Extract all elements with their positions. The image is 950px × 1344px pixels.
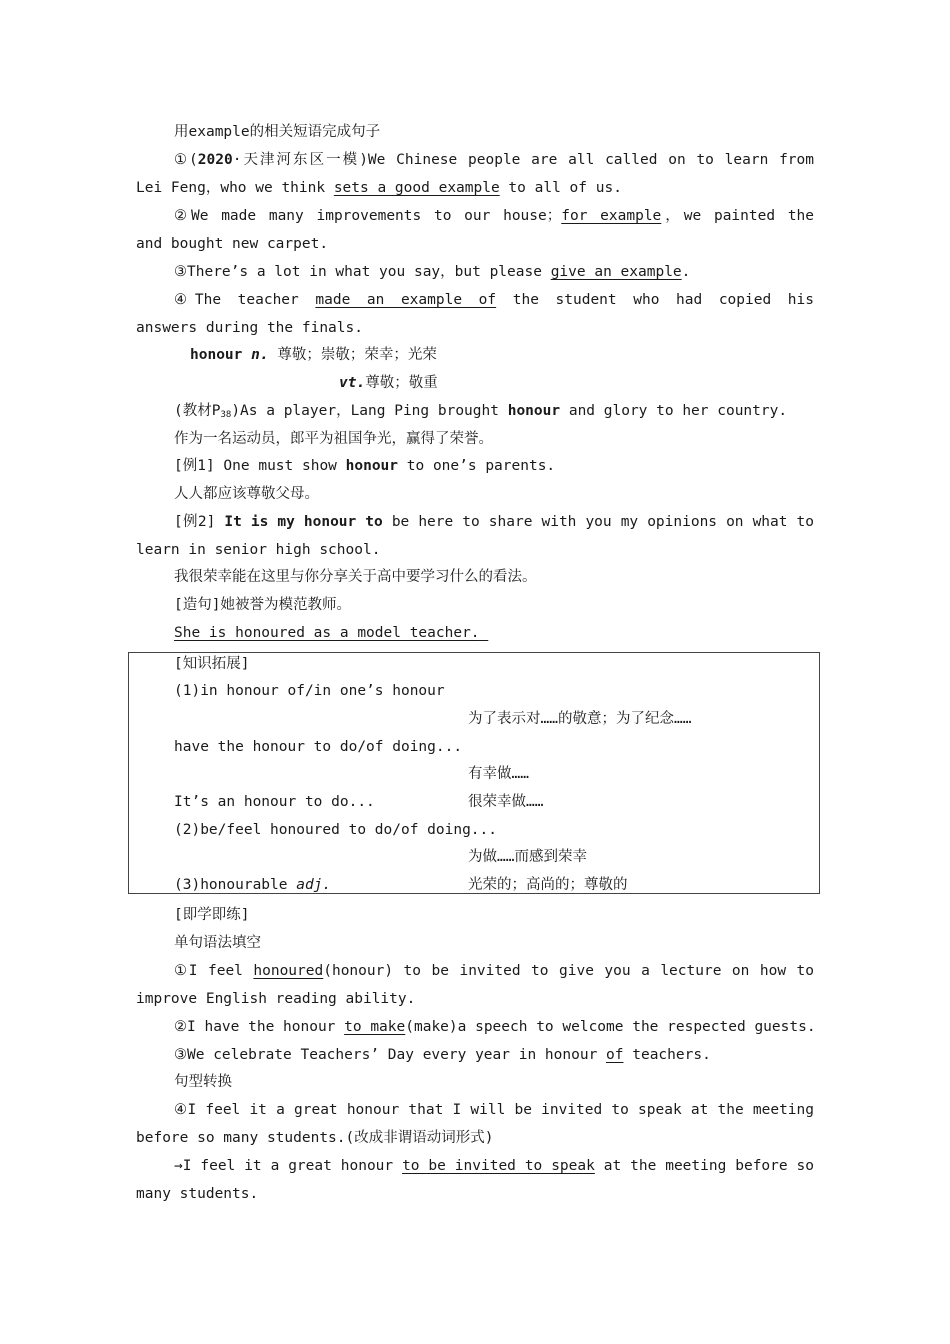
answer-blank: to make [344,1019,406,1035]
exercise-item-2-line-1: ②We made many improvements to our house；for example，we painted the [174,208,814,224]
exercise-item-4-line-1: ④The teacher made an example of the student who had copied his [174,292,814,308]
practice-subtitle-transform: 句型转换 [174,1074,232,1090]
answer-blank: to be invited to speak [402,1158,595,1174]
expansion-phrase-5: (3)honourable adj. [174,877,332,893]
example-2-line-2: learn in senior high school. [136,542,381,558]
answer-blank: for example [561,208,662,224]
expansion-phrase-2: have the honour to do/of doing... [174,739,463,755]
expansion-meaning-5: 光荣的；高尚的；尊敬的 [468,877,628,893]
practice-q4-line-2: before so many students.(改成非谓语动词形式) [136,1130,494,1146]
practice-q4-answer-line-1: →I feel it a great honour to be invited to speak at the meeting before so [174,1158,814,1174]
vocab-entry-verb: vt.尊敬；敬重 [339,375,438,391]
practice-q1-line-2: improve English reading ability. [136,991,416,1007]
expansion-title: [知识拓展] [174,656,250,672]
vocab-entry-noun: honour n. 尊敬；崇敬；荣幸；光荣 [190,347,437,363]
expansion-meaning-1: 为了表示对……的敬意；为了纪念…… [468,711,692,727]
answer-blank: honoured [253,963,324,979]
example-1-translation: 人人都应该尊敬父母。 [174,486,319,502]
example-2-translation: 我很荣幸能在这里与你分享关于高中要学习什么的看法。 [174,569,537,585]
expansion-meaning-4: 为做……而感到荣幸 [468,849,587,865]
textbook-sentence: (教材$P_{38})As$ a player，Lang Ping brought honour and glory to her country. [174,403,788,420]
expansion-phrase-1: (1)in honour of/in one’s honour [174,683,445,699]
section-heading: 用example的相关短语完成句子 [174,124,381,140]
answer-blank: sets a good example [333,180,500,196]
make-sentence-prompt: [造句]她被誉为模范教师。 [174,597,351,613]
textbook-translation: 作为一名运动员，郎平为祖国争光，赢得了荣誉。 [174,431,493,447]
answer-blank: of [606,1047,624,1063]
practice-q1-line-1: ①I feel honoured(honour) to be invited to give you a lecture on how to [174,963,814,979]
practice-title: [即学即练] [174,907,250,923]
answer-blank: made an example of [315,292,497,308]
practice-q3: ③We celebrate Teachers’ Day every year in honour of teachers. [174,1047,711,1063]
practice-subtitle-grammar: 单句语法填空 [174,935,261,951]
expansion-meaning-2: 有幸做…… [468,766,529,782]
expansion-phrase-3: It’s an honour to do... [174,794,375,810]
expansion-meaning-3: 很荣幸做…… [468,794,544,810]
make-sentence-answer: She is honoured as a model teacher. [174,625,480,641]
answer-blank: give an example [550,264,682,280]
expansion-phrase-4: (2)be/feel honoured to do/of doing... [174,822,498,838]
practice-q2: ②I have the honour to make(make)a speech to welcome the respected guests. [174,1019,816,1035]
practice-q4-answer-line-2: many students. [136,1186,259,1202]
exercise-item-1-line-1: ①(2020·天津河东区一模)We Chinese people are all called on to learn from [174,152,814,168]
practice-q4-line-1: ④I feel it a great honour that I will be invited to speak at the meeting [174,1102,814,1118]
exercise-item-4-line-2: answers during the finals. [136,320,363,336]
example-2-line-1: [例2] It is my honour to be here to share with you my opinions on what to [174,514,814,530]
example-1: [例1] One must show honour to one’s parents. [174,458,556,474]
exercise-item-1-line-2: Lei Feng，who we think sets a good example to all of us. [136,180,622,196]
exercise-item-3: ③There’s a lot in what you say，but please give an example. [174,264,691,280]
exercise-item-2-line-2: and bought new carpet. [136,236,329,252]
